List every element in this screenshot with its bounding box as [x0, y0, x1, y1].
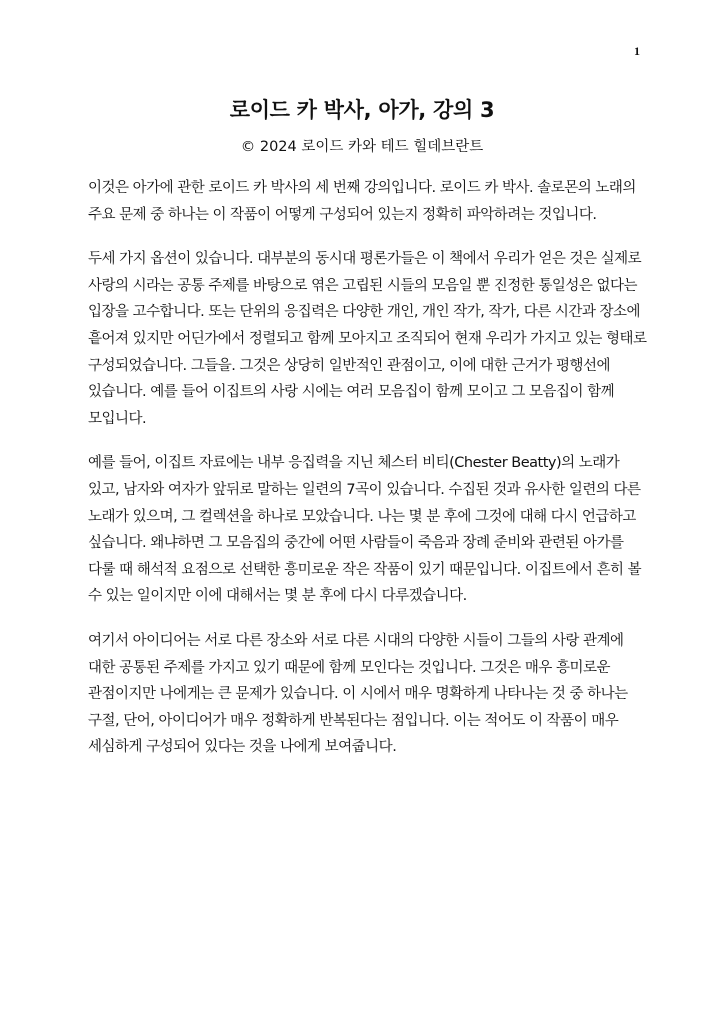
paragraph-4: 여기서 아이디어는 서로 다른 장소와 서로 다른 시대의 다양한 시들이 그들의 사랑 관계에 대한 공통된 주제를 가지고 있기 때문에 함께 모인다는 것입니다. 그것은 매우 흥미로운 관점이지만 나에게는 큰 문제가 있습니다. 이 시에서 매우 명확하게 나타나는 것 중 하나는 구절, 단어, 아이디어가 매우 정확하게 반복된다는 점입니다. 이는 적어도 이 작품이 매우 세심하게 구성되어 있다는 것을 나에게 보여줍니다.	[88, 632, 628, 756]
paragraph-2: 두세 가지 옵션이 있습니다. 대부분의 동시대 평론가들은 이 책에서 우리가 얻은 것은 실제로 사랑의 시라는 공통 주제를 바탕으로 엮은 고립된 시들의 모음일 뿐 진정한 통일성은 없다는 입장을 고수합니다. 또는 단위의 응집력은 다양한 개인, 개인 작가, 작가, 다른 시간과 장소에 흩어져 있지만 어딘가에서 정렬되고 함께 모아지고 조직되어 현재 우리가 가지고 있는 형태로 구성되었습니다. 그들을. 그것은 상당히 일반적인 관점이고, 이에 대한 근거가 평행선에 있습니다. 예를 들어 이집트의 사랑 시에는 여러 모음집이 함께 모이고 그 모음집이 함께 모입니다.	[88, 251, 647, 427]
paragraph-1: 이것은 아가에 관한 로이드 카 박사의 세 번째 강의입니다. 로이드 카 박사. 솔로몬의 노래의 주요 문제 중 하나는 이 작품이 어떻게 구성되어 있는지 정확히 파악하려는 것입니다.	[88, 180, 636, 223]
copyright-notice: © 2024 로이드 카와 테드 힐데브란트	[240, 139, 484, 155]
page-number: 1	[634, 44, 640, 58]
document-body	[88, 175, 648, 779]
document-title: 로이드 카 박사, 아가, 강의 3	[229, 98, 495, 122]
paragraph-3: 예를 들어, 이집트 자료에는 내부 응집력을 지닌 체스터 비티(Chester Beatty)의 노래가 있고, 남자와 여자가 앞뒤로 말하는 일련의 7곡이 있습니다. 수집된 것과 유사한 일련의 다른 노래가 있으며, 그 컬렉션을 하나로 모았습니다. 나는 몇 분 후에 그것에 대해 다시 언급하고 싶습니다. 왜냐하면 그 모음집의 중간에 어떤 사람들이 죽음과 장례 준비와 관련된 아가를 다룰 때 해석적 요점으로 선택한 흥미로운 작은 작품이 있기 때문입니다. 이집트에서 흔히 볼 수 있는 일이지만 이에 대해서는 몇 분 후에 다시 다루겠습니다.	[88, 455, 642, 605]
